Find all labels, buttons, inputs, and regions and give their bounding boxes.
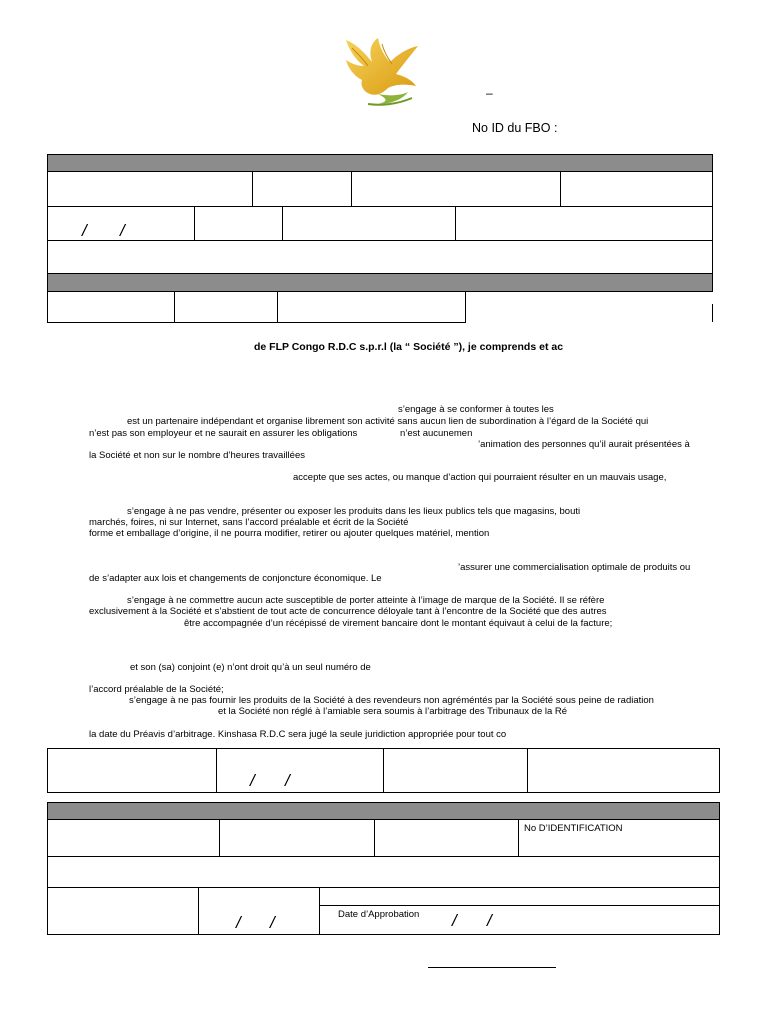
signature-date-slash-1: / [250, 771, 255, 790]
body-line: la Société et non sur le nombre d’heures travaillées [89, 450, 305, 461]
body-line: forme et emballage d’origine, il ne pourra modifier, retirer ou ajouter quelques matériel, mention [89, 528, 490, 539]
section1-header-bar [47, 154, 713, 172]
body-line: exclusivement à la Société et s’abstient de tout acte de concurrence déloyale tant à l’encontre de la Société que des autres [89, 606, 607, 617]
row3-address [47, 240, 713, 274]
signature-date-slash-2: / [285, 771, 290, 790]
section3-date-slash-1: / [236, 913, 241, 932]
section3-header-bar [47, 802, 720, 820]
approval-date-slash-2: / [487, 911, 492, 930]
row1 [47, 171, 713, 207]
body-line: s’engage à se conformer à toutes les [398, 404, 554, 415]
row4 [47, 291, 466, 323]
body-line: s’engage à ne pas vendre, présenter ou exposer les produits dans les lieux publics tels que magasins, bouti [127, 506, 581, 517]
intro-line: de FLP Congo R.D.C s.p.r.l (la “ Société ”), je comprends et ac [254, 341, 564, 353]
body-line: n’est aucunemen [400, 428, 473, 439]
header-dash: – [486, 86, 493, 100]
section3-row2 [47, 856, 720, 888]
row2 [47, 206, 713, 241]
body-line: l’accord préalable de la Société; [89, 684, 224, 695]
signature-line [428, 967, 556, 968]
body-line: s’engage à ne commettre aucun acte susceptible de porter atteinte à l’image de marque de la Société. Il se réfère [127, 595, 605, 606]
section1-subheader-bar [47, 273, 713, 292]
body-line: ’animation des personnes qu’il aurait présentées à [478, 439, 690, 450]
section3-date-slash-2: / [270, 913, 275, 932]
body-line: être accompagnée d’un récépissé de virement bancaire dont le montant équivaut à celui de la facture; [184, 618, 613, 629]
body-line: s’engage à ne pas fournir les produits de la Société à des revendeurs non agréméntés par la Société sous peine de radiation [129, 695, 654, 706]
approval-date-label: Date d’Approbation [338, 909, 420, 920]
body-line: de s’adapter aux lois et changements de conjoncture économique. Le [89, 573, 382, 584]
birthdate-slash-1: / [82, 221, 87, 240]
body-line: accepte que ses actes, ou manque d’action qui pourraient résulter en un mauvais usage, [293, 472, 667, 483]
identification-number-label: No D’IDENTIFICATION [524, 823, 623, 834]
body-line: la date du Préavis d’arbitrage. Kinshasa R.D.C sera jugé la seule juridiction appropriée pour tout co [89, 729, 507, 740]
fbo-id-label: No ID du FBO : [472, 121, 558, 135]
body-line: marchés, foires, ni sur Internet, sans l’accord préalable et écrit de la Société [89, 517, 409, 528]
body-line: n’est pas son employeur et ne saurait en assurer les obligations [89, 428, 358, 439]
body-line: ’assurer une commercialisation optimale de produits ou [458, 562, 691, 573]
eagle-logo [338, 34, 428, 110]
birthdate-slash-2: / [120, 221, 125, 240]
body-line: et la Société non réglé à l’amiable sera soumis à l’arbitrage des Tribunaux de la Ré [218, 706, 568, 717]
approval-date-slash-1: / [452, 911, 457, 930]
body-line: et son (sa) conjoint (e) n’ont droit qu’à un seul numéro de [130, 662, 371, 673]
body-line: est un partenaire indépendant et organise librement son activité sans aucun lien de subordination à l’égard de la Société qui [127, 416, 649, 427]
